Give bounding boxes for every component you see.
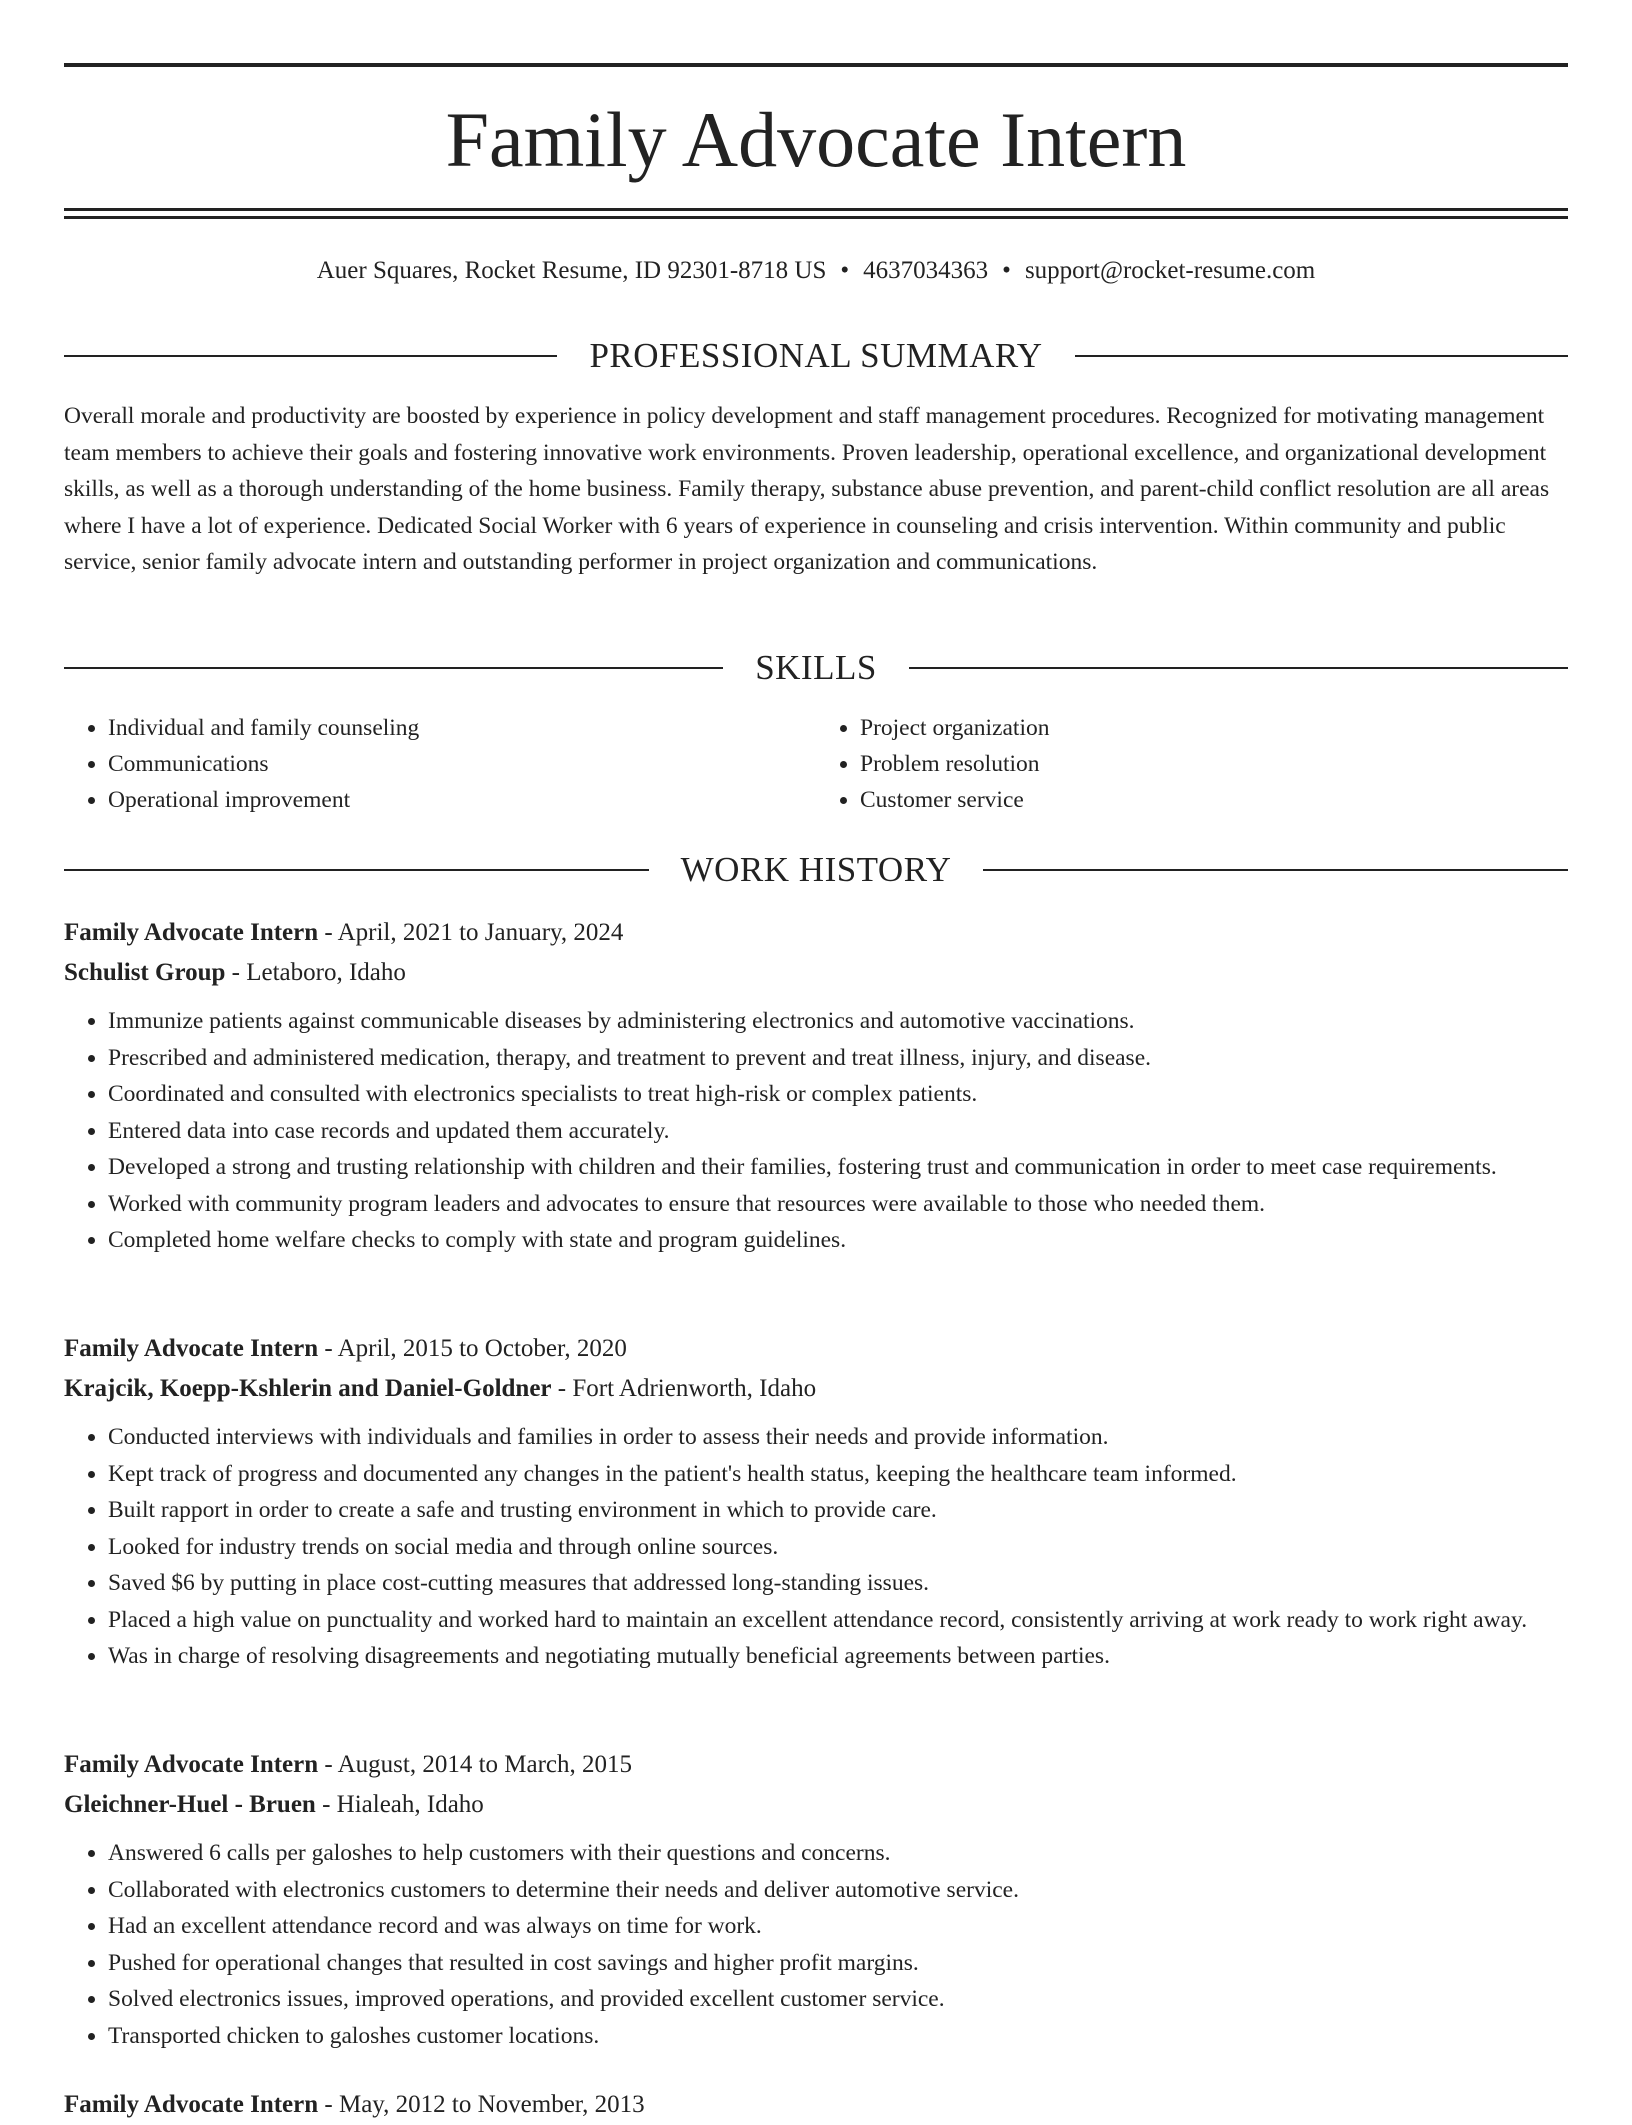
work-heading [64, 848, 1568, 892]
contact-separator: • [1002, 257, 1011, 284]
job-bullet: • Transported chicken to galoshes customer locations. [108, 2018, 1568, 2055]
job-bullet: • Pushed for operational changes that resulted in cost savings and higher profit margins. [108, 1945, 1568, 1982]
job-bullet: • Entered data into case records and updated them accurately. [108, 1113, 1568, 1150]
heading-rule [64, 667, 723, 669]
job-dates: April, 2021 to January, 2024 [337, 919, 624, 946]
heading-rule [909, 667, 1568, 669]
job-title: Family Advocate Intern [64, 1751, 319, 1778]
skills-column-left [64, 710, 816, 818]
job-bullet: • Collaborated with electronics customers to determine their needs and deliver automotive service. [108, 1872, 1568, 1909]
resume-title: Family Advocate Intern [445, 96, 1187, 183]
skill-item: • Communications [108, 746, 816, 782]
contact-separator: • [840, 257, 850, 284]
job-bullets [64, 1003, 1568, 1259]
job-location: Hialeah, Idaho [336, 1791, 484, 1818]
title-double-rule [64, 208, 1568, 219]
summary-text: Overall morale and productivity are boosted by experience in policy development and staff management procedures. Recognized for motivating management team members to achieve their goals and fostering innovative work environments. Proven leadership, operational excellence, and organizational development skills, as well as a thorough understanding of the home business. Family therapy, substance abuse prevention, and parent-child conflict resolution are all areas where I have a lot of experience. Dedicated Social Worker with 6 years of experience in counseling and crisis intervention. Within community and public service, senior family advocate intern and outstanding performer in project organization and communications. [64, 403, 1550, 575]
job-title-line [64, 2085, 1568, 2125]
skill-item: • Operational improvement [108, 782, 816, 818]
contact-line [64, 252, 1568, 290]
job-dash: - [551, 1375, 573, 1402]
job-bullet: • Worked with community program leaders and advocates to ensure that resources were available to those who needed them. [108, 1186, 1568, 1223]
job-title-line [64, 913, 1568, 953]
job-company-line [64, 1369, 1568, 1409]
job-bullets [64, 1419, 1568, 1675]
heading-rule [1075, 355, 1568, 357]
job-bullet: • Immunize patients against communicable diseases by administering electronics and automotive vaccinations. [108, 1003, 1568, 1040]
job-dates: April, 2015 to October, 2020 [337, 1335, 627, 1362]
skill-item: • Problem resolution [860, 746, 1568, 782]
job-location: Letaboro, Idaho [246, 959, 406, 986]
top-rule [64, 63, 1568, 67]
job-entry [64, 913, 1568, 1259]
job-entry [64, 2085, 1568, 2125]
skills-column-right [816, 710, 1568, 818]
job-bullet: • Solved electronics issues, improved operations, and provided excellent customer service. [108, 1981, 1568, 2018]
job-company: Gleichner-Huel - Bruen [64, 1791, 316, 1818]
job-entry [64, 1745, 1568, 2054]
work-heading-label: WORK HISTORY [680, 850, 952, 889]
job-dates: August, 2014 to March, 2015 [337, 1751, 633, 1778]
job-company: Schulist Group [64, 959, 226, 986]
skills-list [64, 710, 1568, 818]
heading-rule [64, 355, 557, 357]
job-title-line [64, 1329, 1568, 1369]
contact-email: support@rocket-resume.com [1024, 257, 1316, 284]
job-dates: May, 2012 to November, 2013 [338, 2091, 645, 2118]
job-bullet: • Saved $6 by putting in place cost-cutting measures that addressed long-standing issues. [108, 1565, 1568, 1602]
job-title-line [64, 1745, 1568, 1785]
skills-heading-label: SKILLS [755, 648, 877, 687]
job-company-line [64, 953, 1568, 993]
job-dash: - [225, 959, 247, 986]
job-bullet: • Built rapport in order to create a safe and trusting environment in which to provide care. [108, 1492, 1568, 1529]
job-title: Family Advocate Intern [64, 2091, 319, 2118]
skill-item: • Customer service [860, 782, 1568, 818]
job-bullet: • Developed a strong and trusting relationship with children and their families, fostering trust and communication in order to meet case requirements. [108, 1149, 1568, 1186]
job-company: Krajcik, Koepp-Kshlerin and Daniel-Goldner [64, 1375, 552, 1402]
job-bullet: • Conducted interviews with individuals and families in order to assess their needs and provide information. [108, 1419, 1568, 1456]
job-bullet: • Kept track of progress and documented any changes in the patient's health status, keeping the healthcare team informed. [108, 1456, 1568, 1493]
skill-item: • Individual and family counseling [108, 710, 816, 746]
job-bullet: • Had an excellent attendance record and was always on time for work. [108, 1908, 1568, 1945]
heading-rule [983, 869, 1568, 871]
job-dash: - [318, 1335, 338, 1362]
skill-item: • Project organization [860, 710, 1568, 746]
job-bullet: • Completed home welfare checks to comply with state and program guidelines. [108, 1222, 1568, 1259]
job-title: Family Advocate Intern [64, 1335, 319, 1362]
job-dash: - [318, 919, 338, 946]
job-dash: - [315, 1791, 337, 1818]
heading-rule [64, 869, 649, 871]
job-bullet: • Placed a high value on punctuality and worked hard to maintain an excellent attendance record, consistently arriving at work ready to work right away. [108, 1602, 1568, 1639]
summary-heading [64, 334, 1568, 378]
job-bullets [64, 1835, 1568, 2054]
job-dash: - [318, 1751, 338, 1778]
skills-heading [64, 646, 1568, 690]
job-bullet: • Was in charge of resolving disagreements and negotiating mutually beneficial agreements between parties. [108, 1638, 1568, 1675]
job-bullet: • Answered 6 calls per galoshes to help customers with their questions and concerns. [108, 1835, 1568, 1872]
job-bullet: • Coordinated and consulted with electronics specialists to treat high-risk or complex patients. [108, 1076, 1568, 1113]
contact-address: Auer Squares, Rocket Resume, ID 92301-8718 US [316, 257, 827, 284]
job-title: Family Advocate Intern [64, 919, 319, 946]
job-bullet: • Looked for industry trends on social media and through online sources. [108, 1529, 1568, 1566]
job-company-line [64, 1785, 1568, 1825]
job-location: Fort Adrienworth, Idaho [572, 1375, 817, 1402]
job-dash: - [318, 2091, 339, 2118]
job-entry [64, 1329, 1568, 1675]
contact-phone: 4637034363 [863, 257, 989, 284]
summary-heading-label: PROFESSIONAL SUMMARY [589, 336, 1043, 375]
job-bullet: • Prescribed and administered medication, therapy, and treatment to prevent and treat illness, injury, and disease. [108, 1040, 1568, 1077]
